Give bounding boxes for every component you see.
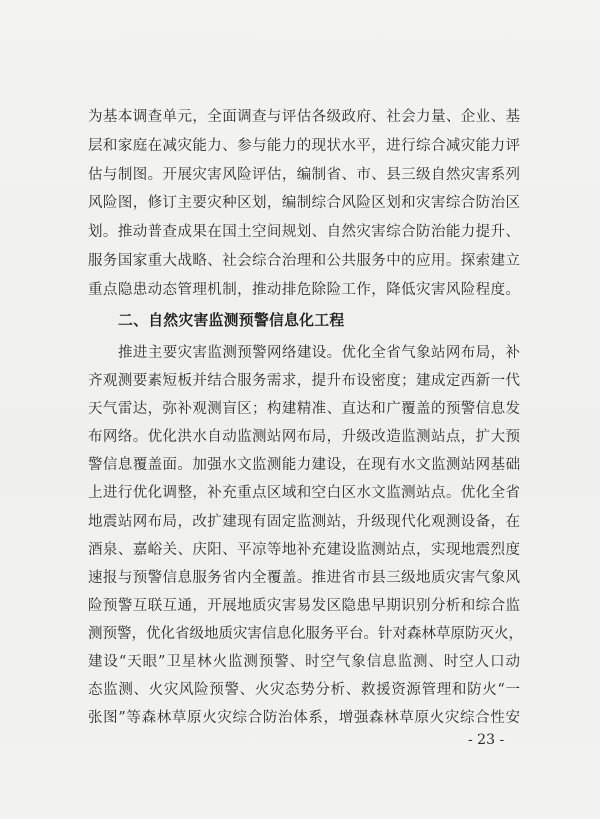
text-line: 重点隐患动态管理机制，推动排危除险工作，降低灾害风险程度。 [88,281,520,298]
paragraph-1 [88,103,520,305]
page-number: - 23 - [468,732,505,748]
section-heading: 二、自然灾害监测预警信息化工程 [118,312,345,329]
text-line: 齐观测要素短板并结合服务需求，提升布设密度；建成定西新一代 [88,373,520,390]
text-line: 估与制图。开展灾害风险评估，编制省、市、县三级自然灾害系列 [88,166,520,183]
text-line: 警信息覆盖面。加强水文监测能力建设，在现有水文监测站网基础 [88,457,520,474]
text-line: 上进行优化调整，补充重点区域和空白区水文监测站点。优化全省 [88,485,520,502]
text-line: 风险图，修订主要灾种区划，编制综合风险区划和灾害综合防治区 [88,195,520,212]
text-line: 推进主要灾害监测预警网络建设。优化全省气象站网布局，补 [118,345,520,361]
text-line: 服务国家重大战略、社会综合治理和公共服务中的应用。探索建立 [88,252,520,269]
text-line: 张图”等森林草原火灾综合防治体系，增强森林草原火灾综合性安 [88,710,520,727]
text-line: 层和家庭在减灾能力、参与能力的现状水平，进行综合减灾能力评 [88,137,520,154]
text-line: 为基本调查单元，全面调查与评估各级政府、社会力量、企业、基 [88,109,520,125]
text-line: 测预警，优化省级地质灾害信息化服务平台。针对森林草原防灭火， [88,625,523,642]
text-line: 速报与预警信息服务省内全覆盖。推进省市县三级地质灾害气象风 [88,569,520,586]
paragraph-2 [88,339,523,732]
text-line: 天气雷达，弥补观测盲区；构建精准、直达和广覆盖的预警信息发 [88,401,520,418]
text-line: 地震站网布局，改扩建现有固定监测站，升级现代化观测设备，在 [88,513,520,530]
text-line: 划。推动普查成果在国土空间规划、自然灾害综合防治能力提升、 [88,224,520,241]
text-line: 险预警互联互通，开展地质灾害易发区隐患早期识别分析和综合监 [88,597,520,614]
text-line: 建设“天眼”卫星林火监测预警、时空气象信息监测、时空人口动 [88,654,520,671]
text-line: 布网络。优化洪水自动监测站网布局，升级改造监测站点，扩大预 [88,429,520,446]
text-line: 态监测、火灾风险预警、火灾态势分析、救援资源管理和防火“一 [88,682,520,699]
text-line: 酒泉、嘉峪关、庆阳、平凉等地补充建设监测站点，实现地震烈度 [88,541,520,558]
